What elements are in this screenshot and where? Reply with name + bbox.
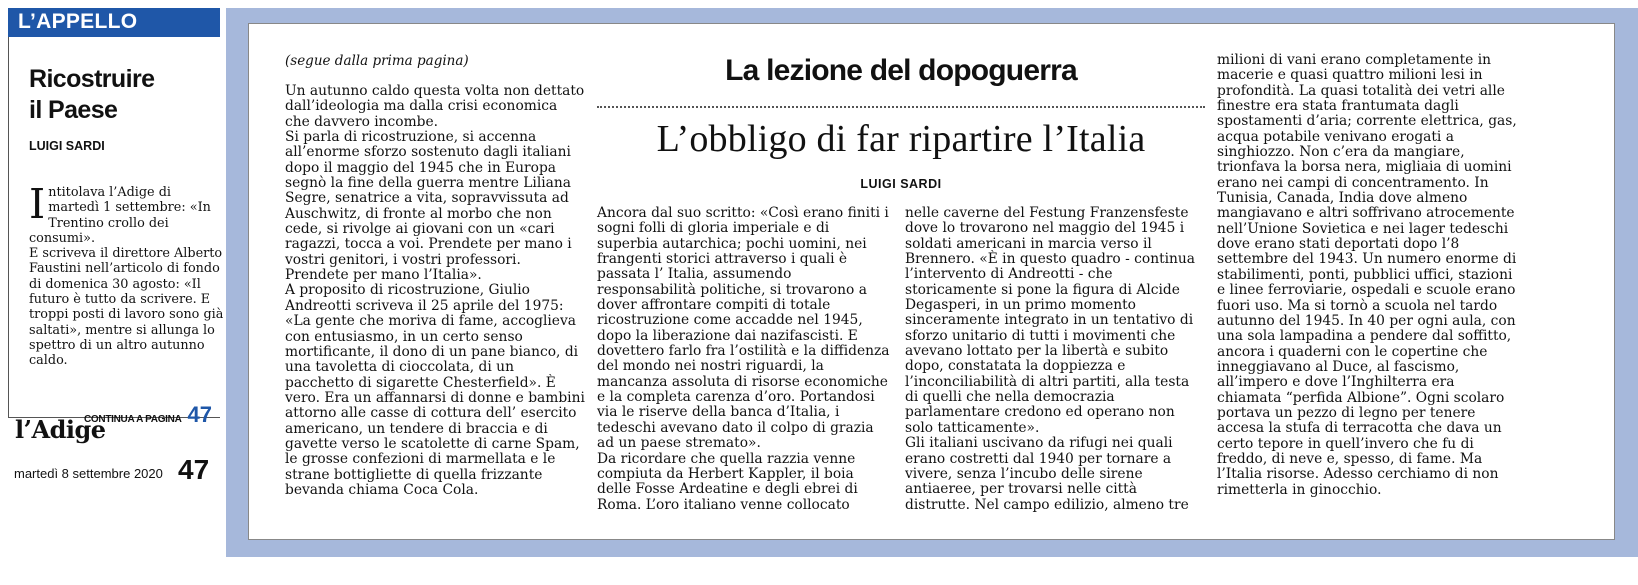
- article-sheet: [248, 23, 1615, 540]
- dropcap: I: [29, 180, 46, 228]
- sidebar-box: [8, 37, 224, 427]
- continue-label: CONTINUA A PAGINA: [84, 414, 182, 425]
- article-subheadline: L’obbligo di far ripartire l’Italia: [656, 118, 1146, 160]
- issue-date: martedì 8 settembre 2020: [14, 466, 163, 481]
- article-kicker: (segue dalla prima pagina): [285, 53, 469, 69]
- sidebar-title: [29, 64, 154, 126]
- article-panel: [226, 8, 1638, 557]
- dotted-divider: [597, 106, 1205, 108]
- article-column-3: nelle caverne del Festung Franzensfeste dove lo trovarono nel maggio del 1945 i soldati americani in marcia verso il Brennero. «È in questo quadro - continua l’intervento di Andreotti - che storicamente si pone la figura di Alcide Degasperi, in un primo momento sinceramente integrato in un tentativo di sforzo unitario di tutti i movimenti che avevano lottato per la libertà e subito dopo, constatata la doppiezza e l’inconciliabilità di altri partiti, alla testa di quelli che nella democrazia parlamentare credono ed operano non solo tatticamente». Gli italiani uscivano da rifugi nei quali erano costretti dal 1940 per tornare a vivere, senza l’incubo delle sirene antiaeree, per trovarsi nelle città distrutte. Nel campo edilizio, almeno tre: [905, 205, 1196, 513]
- sidebar-title-line2: il Paese: [29, 96, 118, 124]
- article-column-1: Un autunno caldo questa volta non dettato dall’ideologia ma dalla crisi economica che davvero incombe. Si parla di ricostruzione, si accenna all’enorme sforzo sostenuto dagli italiani dopo il maggio del 1945 che in Europa segnò la fine della guerra mentre Liliana Segre, senatrice a vita, sopravvissuta ad Auschwitz, di fronte al morbo che non cede, si rivolge ai giovani con un «cari ragazzi, tocca a voi. Prendete per mano i vostri genitori, i vostri professori. Prendete per mano l’Italia». A proposito di ricostruzione, Giulio Andreotti scriveva il 25 aprile del 1975: «La gente che moriva di fame, accoglieva con entusiasmo, in un certo senso mortificante, il dono di un pane bianco, di una tavoletta di cioccolata, di un pacchetto di sigarette Chesterfield». È vero. Era un affannarsi di donne e bambini attorno alle casse di cottura dell’ esercito americano, un tendere di braccia e di gavette verso le scatolette di carne Spam, le grosse confezioni di marmellata e le strane bottigliette di quella frizzante bevanda chiama Coca Cola.: [285, 83, 585, 498]
- article-column-4: milioni di vani erano completamente in macerie e quasi quattro milioni lesi in profondità. La quasi totalità dei vetri alle finestre era stata frantumata dagli spostamenti d’aria; corrente elettrica, gas, acqua potabile venivano erogati a singhiozzo. Non c’era da mangiare, trionfava la borsa nera, migliaia di uomini erano nei campi di concentramento. In Tunisia, Canada, India dove almeno mangiavano e altri soffrivano atrocemente nell’Unione Sovietica e nei lager tedeschi dove erano stati deportati dopo l’8 settembre del 1943. Un numero enorme di stabilimenti, ponti, pubblici uffici, stazioni e linee ferroviarie, ospedali e scuole erano fuori uso. Ma si tornò a scuola nel tardo autunno del 1945. In 40 per ogni aula, con una sola lampadina a pendere dal soffitto, ancora i quaderni con le copertine che inneggiavano al Duce, al fascismo, all’impero e dove l’Inghilterra era chiamata “perfida Albione”. Ogni scolaro portava un pezzo di legno per tenere accesa la stufa di terracotta che dava un certo tepore in quell’invero che fu di freddo, di neve e, spesso, di fame. Ma l’Italia risorse. Adesso cerchiamo di non rimetterla in ginocchio.: [1217, 52, 1517, 498]
- sidebar-title-line1: Ricostruire: [29, 65, 155, 93]
- newspaper-masthead: l’Adige: [15, 415, 106, 444]
- section-tag: L’APPELLO: [8, 8, 220, 37]
- sidebar-body-text: ntitolava l’Adige di martedì 1 settembre: «In Trentino crollo dei consumi». E scriveva il direttore Alberto Faustini nell’articolo di fondo di domenica 30 agosto: «Il futuro è tutto da scrivere. E troppi posti di lavoro sono già saltati», mentre si allunga lo spettro di un altro autunno caldo.: [29, 185, 224, 369]
- sidebar-author: LUIGI SARDI: [29, 139, 105, 153]
- continue-page-number: 47: [187, 402, 212, 427]
- sidebar-body: [29, 180, 224, 369]
- sidebar: [8, 8, 224, 427]
- article-byline: LUIGI SARDI: [860, 177, 942, 191]
- page-number: 47: [178, 454, 210, 485]
- article-column-2: Ancora dal suo scritto: «Così erano finiti i sogni folli di gloria imperiale e di superbia autarchica; pochi uomini, nei frangenti storici attraverso i quali è passata l’ Italia, assumendo responsabilità politiche, si trovarono a dover affrontare compiti di totale ricostruzione come accadde nel 1945, dopo la liberazione dai nazifascisti. E dovettero farlo fra l’ostilità e la diffidenza del mondo nei nostri riguardi, la mancanza assoluta di risorse economiche e la completa carenza d’oro. Portandosi via le riserve della banca d’Italia, i tedeschi avevano dato il colpo di grazia ad un paese stremato». Da ricordare che quella razzia venne compiuta da Herbert Kappler, il boia delle Fosse Ardeatine e degli ebrei di Roma. L’oro italiano venne collocato: [597, 205, 890, 513]
- article-headline: La lezione del dopoguerra: [725, 54, 1077, 87]
